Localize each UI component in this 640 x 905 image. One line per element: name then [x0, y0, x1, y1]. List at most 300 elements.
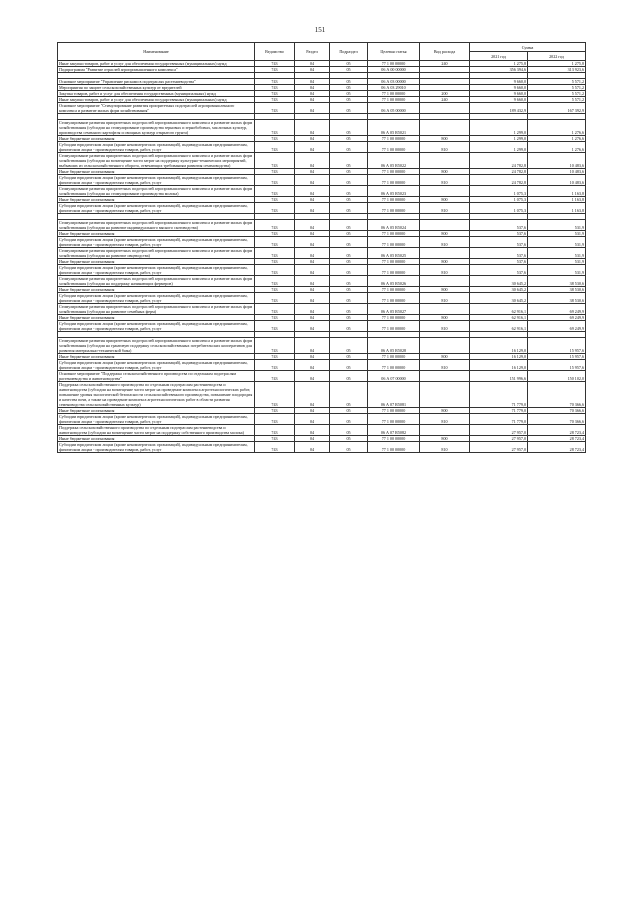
cell-2021: 1 299,0 [470, 120, 528, 136]
cell-name: Субсидии юридическим лицам (кроме некоммерческих организаций), индивидуальным предпринимателям, физическим лицам - производителям товаров, работ, услуг [58, 442, 255, 453]
cell-name: Иные бюджетные ассигнования [58, 315, 255, 321]
cell-razdel: 04 [295, 414, 330, 425]
cell-vr: 810 [420, 142, 470, 153]
cell-razdel: 04 [295, 354, 330, 360]
cell-name: Поддержка сельскохозяйственного производства по отдельным подотраслям растениеводства и животноводства (субсидии на возмещение части затрат на поддержку собственного производства молока) [58, 425, 255, 436]
cell-2022: 38 530,6 [528, 293, 586, 304]
cell-ved: 743 [255, 85, 295, 91]
cell-podrazdel: 05 [330, 442, 368, 453]
cell-2022: 70 366,6 [528, 408, 586, 414]
cell-2022: 531,9 [528, 248, 586, 259]
cell-2022: 38 530,6 [528, 276, 586, 287]
cell-vr: 800 [420, 259, 470, 265]
cell-2021: 24 782,8 [470, 175, 528, 186]
cell-ved: 743 [255, 136, 295, 142]
table-row [58, 153, 586, 169]
cell-razdel: 04 [295, 338, 330, 354]
table-row [58, 414, 586, 425]
cell-ved: 743 [255, 103, 295, 114]
cell-podrazdel: 05 [330, 220, 368, 231]
cell-name: Иные закупки товаров, работ и услуг для обеспечения государственных (муниципальных) нужд [58, 61, 255, 67]
cell-name: Субсидии юридическим лицам (кроме некоммерческих организаций), индивидуальным предпринимателям, физическим лицам - производителям товаров, работ, услуг [58, 175, 255, 186]
header-vr: Вид расхода [420, 43, 470, 61]
cell-razdel: 04 [295, 321, 330, 332]
header-summa: Сумма [470, 43, 586, 52]
cell-cs: 77 1 00 00000 [368, 287, 420, 293]
cell-2022: 70 366,6 [528, 414, 586, 425]
cell-2022: 69 249,9 [528, 321, 586, 332]
cell-vr: 810 [420, 175, 470, 186]
cell-2022: 10 483,6 [528, 153, 586, 169]
cell-2022: 1 163,8 [528, 186, 586, 197]
cell-2021: 1 075,3 [470, 197, 528, 203]
header-razdel: Раздел [295, 43, 330, 61]
budget-table [57, 42, 586, 453]
cell-name: Субсидии юридическим лицам (кроме некоммерческих организаций), индивидуальным предпринимателям, физическим лицам - производителям товаров, работ, услуг [58, 360, 255, 371]
cell-podrazdel: 05 [330, 293, 368, 304]
cell-2021: 24 782,8 [470, 153, 528, 169]
cell-razdel: 04 [295, 265, 330, 276]
cell-podrazdel: 05 [330, 186, 368, 197]
cell-cs: 77 1 00 00000 [368, 142, 420, 153]
cell-ved: 743 [255, 414, 295, 425]
cell-2022: 167 392,9 [528, 103, 586, 114]
cell-2022: 5 571,2 [528, 97, 586, 103]
cell-vr: 800 [420, 231, 470, 237]
cell-2022: 10 483,6 [528, 175, 586, 186]
cell-name: Стимулирование развития приоритетных подотраслей агропромышленного комплекса и развитие малых форм хозяйствования (субсидии на стимулирование производства зерновых и зернобобовых, масличных культур, производства семенного картофеля и овощных культур открытого грунта) [58, 120, 255, 136]
header-podrazdel: Подраздел [330, 43, 368, 61]
table-body [58, 61, 586, 453]
header-name: Наименование [58, 43, 255, 61]
cell-ved: 743 [255, 259, 295, 265]
cell-vr: 810 [420, 237, 470, 248]
cell-razdel: 04 [295, 436, 330, 442]
cell-razdel: 04 [295, 276, 330, 287]
cell-vr: 810 [420, 414, 470, 425]
cell-cs: 77 1 00 00000 [368, 97, 420, 103]
cell-podrazdel: 05 [330, 203, 368, 214]
cell-2021: 62 916,1 [470, 315, 528, 321]
cell-cs: 77 1 00 00000 [368, 91, 420, 97]
cell-cs: 06 А 05 00000 [368, 103, 420, 114]
cell-2021: 151 996,6 [470, 371, 528, 382]
cell-ved: 743 [255, 97, 295, 103]
cell-cs: 06 А 05 R5024 [368, 220, 420, 231]
cell-podrazdel: 05 [330, 287, 368, 293]
cell-2021: 16 129,0 [470, 338, 528, 354]
cell-razdel: 04 [295, 231, 330, 237]
cell-cs: 77 1 00 00000 [368, 231, 420, 237]
cell-podrazdel: 05 [330, 265, 368, 276]
cell-2021: 16 129,0 [470, 354, 528, 360]
cell-ved: 743 [255, 61, 295, 67]
cell-2022: 5 571,2 [528, 79, 586, 85]
cell-podrazdel: 05 [330, 85, 368, 91]
cell-2021: 62 916,1 [470, 304, 528, 315]
cell-razdel: 04 [295, 79, 330, 85]
cell-cs: 06 А 07 00000 [368, 371, 420, 382]
cell-razdel: 04 [295, 97, 330, 103]
cell-vr: 800 [420, 287, 470, 293]
cell-name: Подпрограмма "Развитие отраслей агропромышленного комплекса" [58, 67, 255, 73]
cell-ved: 743 [255, 360, 295, 371]
cell-cs: 06 А 07 R5082 [368, 425, 420, 436]
cell-name: Мероприятия по защите сельскохозяйственных культур от вредителей [58, 85, 255, 91]
table-row [58, 142, 586, 153]
cell-razdel: 04 [295, 175, 330, 186]
cell-razdel: 04 [295, 85, 330, 91]
cell-podrazdel: 05 [330, 436, 368, 442]
cell-vr [420, 153, 470, 169]
cell-cs: 06 А 07 R5081 [368, 382, 420, 408]
cell-vr: 810 [420, 293, 470, 304]
cell-podrazdel: 05 [330, 408, 368, 414]
cell-2022: 28 723,4 [528, 442, 586, 453]
table-row [58, 120, 586, 136]
cell-vr [420, 120, 470, 136]
cell-vr [420, 425, 470, 436]
cell-razdel: 04 [295, 237, 330, 248]
cell-razdel: 04 [295, 425, 330, 436]
cell-cs: 06 А 03 00000 [368, 79, 420, 85]
cell-cs: 06 А 05 R5028 [368, 338, 420, 354]
cell-vr: 800 [420, 408, 470, 414]
cell-2021: 537,6 [470, 265, 528, 276]
cell-2022: 70 366,6 [528, 382, 586, 408]
cell-podrazdel: 05 [330, 237, 368, 248]
cell-ved: 743 [255, 220, 295, 231]
cell-name: Иные бюджетные ассигнования [58, 436, 255, 442]
cell-2022: 313 923,6 [528, 67, 586, 73]
cell-name: Иные бюджетные ассигнования [58, 287, 255, 293]
cell-2021: 537,6 [470, 220, 528, 231]
cell-podrazdel: 05 [330, 321, 368, 332]
cell-podrazdel: 05 [330, 120, 368, 136]
cell-cs: 77 1 00 00000 [368, 436, 420, 442]
cell-vr: 810 [420, 265, 470, 276]
table-row [58, 371, 586, 382]
cell-podrazdel: 05 [330, 61, 368, 67]
table-row [58, 425, 586, 436]
cell-razdel: 04 [295, 169, 330, 175]
cell-2022: 150 102,0 [528, 371, 586, 382]
cell-razdel: 04 [295, 220, 330, 231]
cell-2022: 38 530,6 [528, 287, 586, 293]
cell-2022: 531,9 [528, 231, 586, 237]
cell-ved: 743 [255, 425, 295, 436]
cell-2022: 1 275,8 [528, 61, 586, 67]
cell-vr: 800 [420, 436, 470, 442]
cell-name: Основное мероприятие "Стимулирование развития приоритетных подотраслей агропромышленного комплекса и развитие малых форм хозяйствования" [58, 103, 255, 114]
cell-razdel: 04 [295, 203, 330, 214]
table-row [58, 265, 586, 276]
cell-name: Стимулирование развития приоритетных подотраслей агропромышленного комплекса и развитие малых форм хозяйствования (субсидии на грантовую поддержку сельскохозяйственных потребительских кооперативов для развития материально-технической базы) [58, 338, 255, 354]
cell-2022: 5 571,2 [528, 91, 586, 97]
table-row [58, 338, 586, 354]
cell-2021: 1 075,3 [470, 203, 528, 214]
cell-cs: 77 1 00 00000 [368, 203, 420, 214]
cell-ved: 743 [255, 248, 295, 259]
cell-2022: 1 276,6 [528, 136, 586, 142]
cell-razdel: 04 [295, 408, 330, 414]
cell-vr: 810 [420, 442, 470, 453]
cell-2021: 9 660,0 [470, 79, 528, 85]
table-row [58, 220, 586, 231]
cell-2021: 9 660,0 [470, 85, 528, 91]
table-row [58, 175, 586, 186]
cell-vr: 800 [420, 136, 470, 142]
cell-razdel: 04 [295, 61, 330, 67]
cell-name: Иные бюджетные ассигнования [58, 354, 255, 360]
cell-name: Закупка товаров, работ и услуг для обеспечения государственных (муниципальных) нужд [58, 91, 255, 97]
header-cs: Целевая статья [368, 43, 420, 61]
cell-name: Субсидии юридическим лицам (кроме некоммерческих организаций), индивидуальным предпринимателям, физическим лицам - производителям товаров, работ, услуг [58, 265, 255, 276]
cell-ved: 743 [255, 276, 295, 287]
cell-vr [420, 382, 470, 408]
cell-name: Иные закупки товаров, работ и услуг для обеспечения государственных (муниципальных) нужд [58, 97, 255, 103]
cell-ved: 743 [255, 338, 295, 354]
cell-name: Иные бюджетные ассигнования [58, 408, 255, 414]
header-year-2021: 2021 год [470, 52, 528, 61]
cell-cs: 77 1 00 00000 [368, 442, 420, 453]
cell-2021: 27 957,0 [470, 436, 528, 442]
cell-vr: 810 [420, 203, 470, 214]
cell-ved: 743 [255, 153, 295, 169]
table-row [58, 186, 586, 197]
cell-2021: 537,6 [470, 259, 528, 265]
cell-2022: 1 163,8 [528, 203, 586, 214]
cell-name: Иные бюджетные ассигнования [58, 231, 255, 237]
cell-name: Иные бюджетные ассигнования [58, 136, 255, 142]
cell-cs: 06 А 05 R5027 [368, 304, 420, 315]
table-row [58, 293, 586, 304]
cell-ved: 743 [255, 304, 295, 315]
cell-2021: 30 645,2 [470, 287, 528, 293]
table-row [58, 321, 586, 332]
cell-podrazdel: 05 [330, 79, 368, 85]
cell-2021: 27 957,0 [470, 442, 528, 453]
cell-cs: 06 А 05 R5021 [368, 120, 420, 136]
cell-razdel: 04 [295, 360, 330, 371]
cell-2022: 1 276,6 [528, 120, 586, 136]
cell-name: Стимулирование развития приоритетных подотраслей агропромышленного комплекса и развитие малых форм хозяйствования (субсидии на развитие индивидуального мясного скотоводства) [58, 220, 255, 231]
cell-ved: 743 [255, 67, 295, 73]
cell-vr [420, 220, 470, 231]
cell-vr: 200 [420, 91, 470, 97]
cell-cs: 77 1 00 00000 [368, 321, 420, 332]
cell-podrazdel: 05 [330, 304, 368, 315]
cell-podrazdel: 05 [330, 425, 368, 436]
cell-2021: 1 075,3 [470, 186, 528, 197]
cell-podrazdel: 05 [330, 97, 368, 103]
cell-2021: 30 645,2 [470, 293, 528, 304]
cell-ved: 743 [255, 175, 295, 186]
cell-podrazdel: 05 [330, 153, 368, 169]
cell-2022: 69 249,9 [528, 315, 586, 321]
cell-podrazdel: 05 [330, 371, 368, 382]
cell-podrazdel: 05 [330, 136, 368, 142]
table-row [58, 203, 586, 214]
cell-name: Основное мероприятие "Поддержка сельскохозяйственного производства по отдельным подотраслям растениеводства и животноводства" [58, 371, 255, 382]
cell-podrazdel: 05 [330, 142, 368, 153]
cell-cs: 06 А 03 29010 [368, 85, 420, 91]
cell-razdel: 04 [295, 153, 330, 169]
cell-cs: 77 1 00 00000 [368, 61, 420, 67]
cell-vr: 810 [420, 360, 470, 371]
cell-podrazdel: 05 [330, 414, 368, 425]
cell-cs: 77 1 00 00000 [368, 259, 420, 265]
cell-ved: 743 [255, 120, 295, 136]
cell-podrazdel: 05 [330, 276, 368, 287]
cell-2022: 531,9 [528, 265, 586, 276]
cell-razdel: 04 [295, 248, 330, 259]
cell-cs: 77 1 00 00000 [368, 136, 420, 142]
cell-razdel: 04 [295, 103, 330, 114]
cell-vr [420, 103, 470, 114]
cell-razdel: 04 [295, 382, 330, 408]
cell-vr [420, 248, 470, 259]
cell-razdel: 04 [295, 293, 330, 304]
cell-name: Иные бюджетные ассигнования [58, 259, 255, 265]
table-row [58, 304, 586, 315]
cell-2022: 28 723,4 [528, 425, 586, 436]
cell-name: Иные бюджетные ассигнования [58, 169, 255, 175]
cell-2022: 10 483,6 [528, 169, 586, 175]
cell-name: Основное мероприятие "Управление рисками в подотраслях растениеводства" [58, 79, 255, 85]
cell-cs: 77 1 00 00000 [368, 175, 420, 186]
cell-vr [420, 186, 470, 197]
cell-name: Субсидии юридическим лицам (кроме некоммерческих организаций), индивидуальным предпринимателям, физическим лицам - производителям товаров, работ, услуг [58, 321, 255, 332]
page-number: 151 [314, 26, 326, 34]
table-row [58, 276, 586, 287]
header-ved: Ведомство [255, 43, 295, 61]
cell-razdel: 04 [295, 136, 330, 142]
cell-vr: 800 [420, 197, 470, 203]
cell-podrazdel: 05 [330, 175, 368, 186]
cell-name: Субсидии юридическим лицам (кроме некоммерческих организаций), индивидуальным предпринимателям, физическим лицам - производителям товаров, работ, услуг [58, 237, 255, 248]
cell-razdel: 04 [295, 91, 330, 97]
table-row [58, 360, 586, 371]
cell-razdel: 04 [295, 186, 330, 197]
cell-2021: 189 432,9 [470, 103, 528, 114]
cell-2022: 15 957,6 [528, 354, 586, 360]
cell-ved: 743 [255, 371, 295, 382]
cell-razdel: 04 [295, 259, 330, 265]
cell-podrazdel: 05 [330, 67, 368, 73]
cell-cs: 06 А 05 R5022 [368, 153, 420, 169]
cell-cs: 77 1 00 00000 [368, 293, 420, 304]
cell-ved: 743 [255, 382, 295, 408]
cell-ved: 743 [255, 142, 295, 153]
cell-podrazdel: 05 [330, 248, 368, 259]
cell-name: Стимулирование развития приоритетных подотраслей агропромышленного комплекса и развитие малых форм хозяйствования (субсидии на стимулирование производства молока) [58, 186, 255, 197]
table-row [58, 237, 586, 248]
cell-2022: 5 571,2 [528, 85, 586, 91]
cell-ved: 743 [255, 315, 295, 321]
table-header [58, 43, 586, 61]
cell-2022: 531,9 [528, 259, 586, 265]
cell-2021: 1 299,0 [470, 136, 528, 142]
cell-cs: 06 А 00 00000 [368, 67, 420, 73]
cell-name: Стимулирование развития приоритетных подотраслей агропромышленного комплекса и развитие малых форм хозяйствования (субсидии на возмещение части затрат на поддержку культурно-технических мероприятий, выбывших из сельскохозяйственного оборота, отвечающих требованиям развития семеноводства) [58, 153, 255, 169]
cell-2021: 537,6 [470, 248, 528, 259]
cell-ved: 743 [255, 265, 295, 276]
cell-cs: 77 1 00 00000 [368, 414, 420, 425]
cell-ved: 743 [255, 203, 295, 214]
cell-2021: 27 957,0 [470, 425, 528, 436]
cell-name: Стимулирование развития приоритетных подотраслей агропромышленного комплекса и развитие малых форм хозяйствования (субсидии на поддержку начинающих фермеров) [58, 276, 255, 287]
cell-ved: 743 [255, 186, 295, 197]
cell-cs: 77 1 00 00000 [368, 237, 420, 248]
cell-name: Иные бюджетные ассигнования [58, 197, 255, 203]
cell-podrazdel: 05 [330, 315, 368, 321]
cell-name: Субсидии юридическим лицам (кроме некоммерческих организаций), индивидуальным предпринимателям, физическим лицам - производителям товаров, работ, услуг [58, 293, 255, 304]
cell-2021: 537,6 [470, 237, 528, 248]
cell-cs: 77 1 00 00000 [368, 360, 420, 371]
cell-2022: 1 163,8 [528, 197, 586, 203]
cell-ved: 743 [255, 91, 295, 97]
cell-razdel: 04 [295, 442, 330, 453]
cell-vr: 800 [420, 315, 470, 321]
cell-2021: 1 275,8 [470, 61, 528, 67]
cell-ved: 743 [255, 408, 295, 414]
cell-name: Субсидии юридическим лицам (кроме некоммерческих организаций), индивидуальным предпринимателям, физическим лицам - производителям товаров, работ, услуг [58, 203, 255, 214]
cell-razdel: 04 [295, 67, 330, 73]
cell-ved: 743 [255, 231, 295, 237]
cell-vr [420, 304, 470, 315]
cell-vr: 810 [420, 321, 470, 332]
cell-2022: 1 276,6 [528, 142, 586, 153]
cell-2022: 531,9 [528, 237, 586, 248]
cell-2021: 356 394,6 [470, 67, 528, 73]
cell-podrazdel: 05 [330, 354, 368, 360]
cell-ved: 743 [255, 79, 295, 85]
cell-cs: 77 1 00 00000 [368, 315, 420, 321]
cell-podrazdel: 05 [330, 103, 368, 114]
cell-name: Стимулирование развития приоритетных подотраслей агропромышленного комплекса и развитие малых форм хозяйствования (субсидии на развитие овцеводства) [58, 248, 255, 259]
cell-vr [420, 371, 470, 382]
cell-2021: 71 779,0 [470, 408, 528, 414]
cell-2021: 1 299,0 [470, 142, 528, 153]
cell-2021: 16 129,0 [470, 360, 528, 371]
cell-ved: 743 [255, 293, 295, 304]
cell-podrazdel: 05 [330, 91, 368, 97]
cell-vr: 240 [420, 61, 470, 67]
cell-podrazdel: 05 [330, 231, 368, 237]
cell-razdel: 04 [295, 287, 330, 293]
cell-podrazdel: 05 [330, 169, 368, 175]
cell-vr: 240 [420, 97, 470, 103]
cell-cs: 06 А 05 R5026 [368, 276, 420, 287]
cell-razdel: 04 [295, 197, 330, 203]
cell-ved: 743 [255, 237, 295, 248]
cell-2022: 69 249,9 [528, 304, 586, 315]
cell-2022: 531,9 [528, 220, 586, 231]
cell-2022: 15 957,6 [528, 338, 586, 354]
cell-2022: 15 957,6 [528, 360, 586, 371]
cell-cs: 77 1 00 00000 [368, 169, 420, 175]
cell-podrazdel: 05 [330, 338, 368, 354]
cell-ved: 743 [255, 436, 295, 442]
cell-vr [420, 338, 470, 354]
cell-2021: 30 645,2 [470, 276, 528, 287]
cell-ved: 743 [255, 287, 295, 293]
cell-cs: 77 1 00 00000 [368, 354, 420, 360]
cell-2021: 9 660,0 [470, 97, 528, 103]
table-row [58, 248, 586, 259]
cell-name: Поддержка сельскохозяйственного производства по отдельным подотраслям растениеводства и животноводства (субсидии на возмещение части затрат на проведение комплекса агротехнологических работ, повышение уровня экологической безопасности сельскохозяйственного производства, повышение плодородия и качества почв, а также на проведение комплекса агротехнологических работ в области развития семеноводства сельскохозяйственных культур) [58, 382, 255, 408]
